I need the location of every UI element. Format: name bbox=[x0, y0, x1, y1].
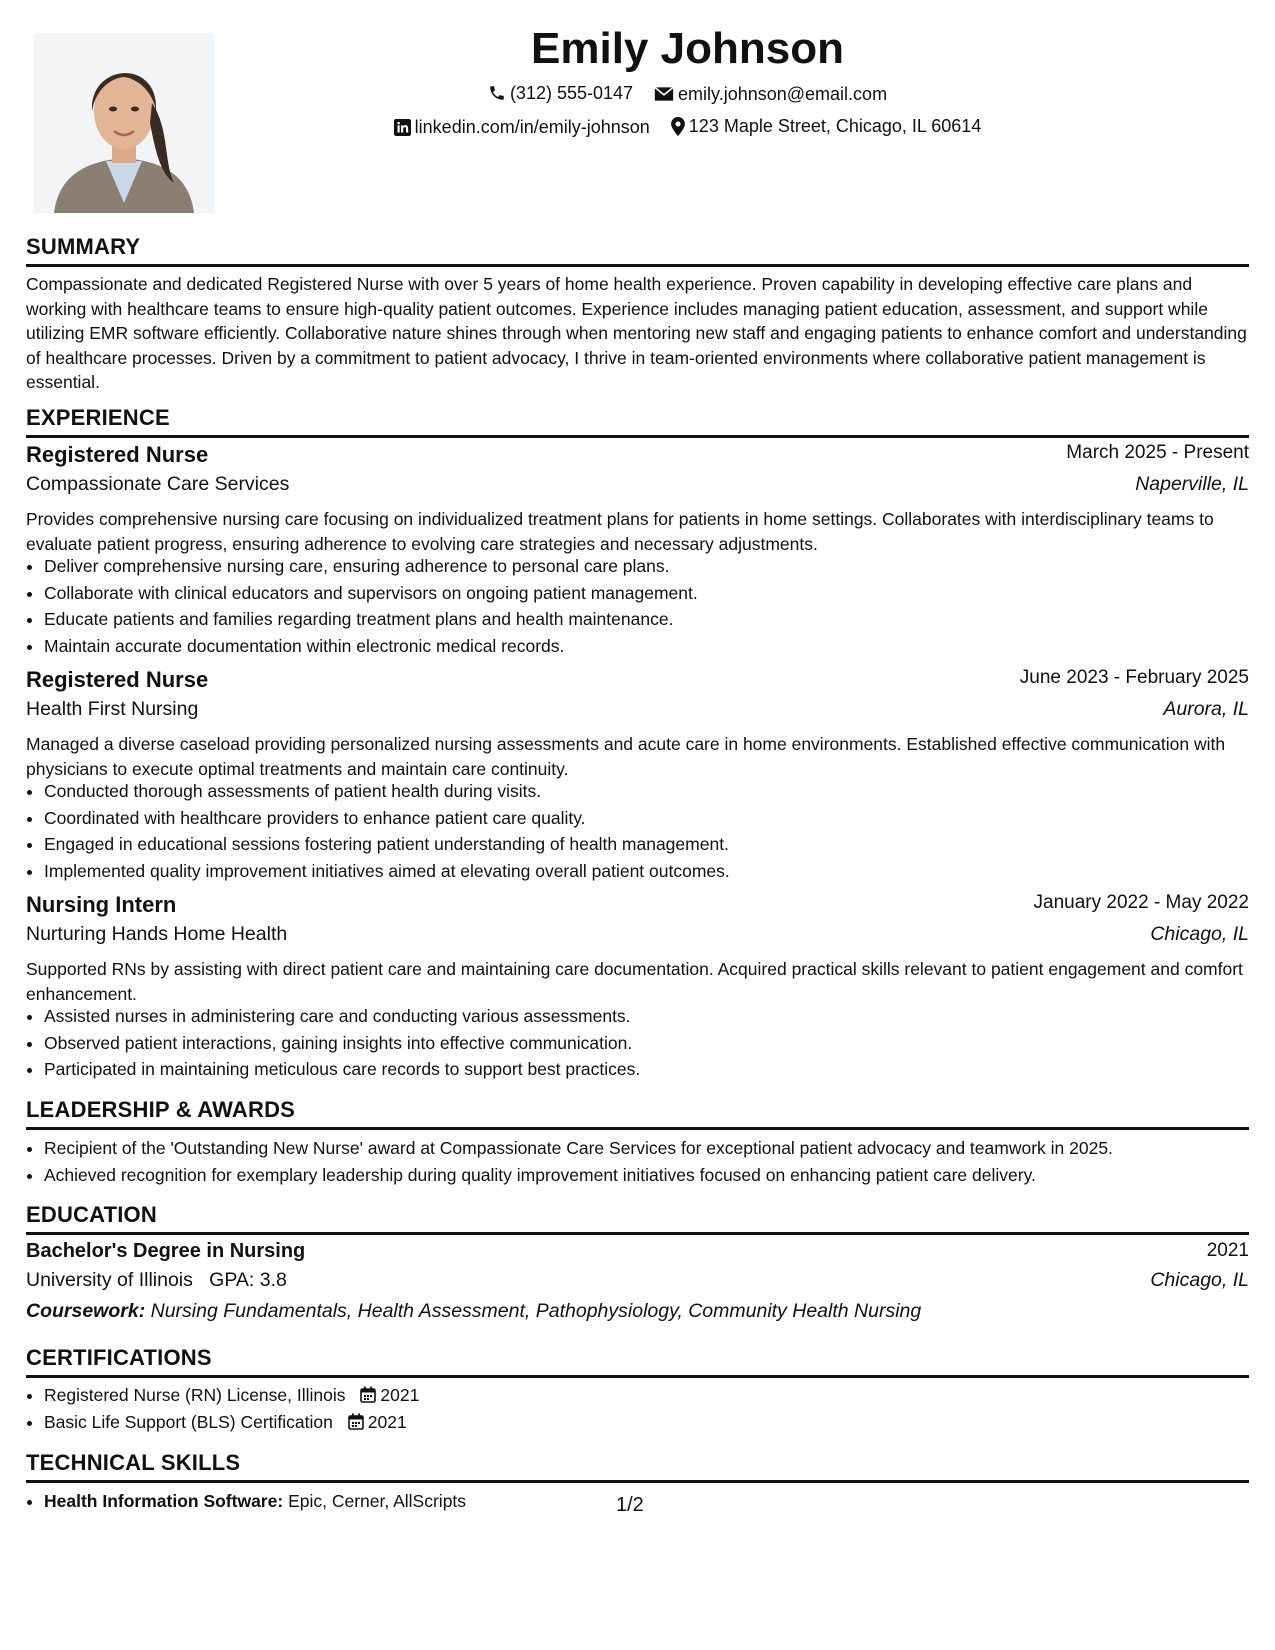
summary-heading: SUMMARY bbox=[26, 232, 1249, 267]
contact-line-2 bbox=[126, 111, 1249, 145]
email-contact[interactable] bbox=[654, 79, 887, 109]
resume-header bbox=[26, 20, 1249, 145]
list-item: • Participated in maintaining meticulous care records to support best practices. bbox=[44, 1056, 1249, 1083]
job-3-bullets bbox=[26, 1003, 1249, 1083]
list-item: • Educate patients and families regarding treatment plans and health maintenance. bbox=[44, 606, 1249, 633]
job-3-dates: January 2022 - May 2022 bbox=[1033, 892, 1249, 913]
list-item: • Conducted thorough assessments of patient health during visits. bbox=[44, 778, 1249, 805]
degree-title: Bachelor's Degree in Nursing bbox=[26, 1240, 306, 1262]
experience-heading: EXPERIENCE bbox=[26, 403, 1249, 438]
list-item: • Collaborate with clinical educators and supervisors on ongoing patient management. bbox=[44, 580, 1249, 607]
gpa: GPA: 3.8 bbox=[209, 1269, 287, 1291]
candidate-name: Emily Johnson bbox=[531, 24, 844, 73]
job-2-bullets bbox=[26, 778, 1249, 884]
job-2-description: Managed a diverse caseload providing personalized nursing assessments and acute care in home environments. Established effective communication with physicians to execute optimal treatments and maintain care continuity. bbox=[26, 734, 1226, 779]
coursework-label: Coursework: bbox=[26, 1300, 146, 1322]
job-2-title: Registered Nurse bbox=[26, 667, 209, 692]
job-3-description: Supported RNs by assisting with direct patient care and maintaining care documentation. Acquired practical skills relevant to patient engagement and comfort enhancement. bbox=[26, 959, 1243, 1004]
phone-icon bbox=[488, 84, 506, 102]
list-item bbox=[44, 1409, 1249, 1436]
skill-values: Epic, Cerner, AllScripts bbox=[288, 1491, 467, 1511]
job-1-header bbox=[26, 442, 1249, 468]
job-3-subheader bbox=[26, 923, 1249, 946]
leadership-bullets bbox=[26, 1135, 1249, 1188]
job-1-subheader bbox=[26, 473, 1249, 496]
job-1-description: Provides comprehensive nursing care focusing on individualized treatment plans for patients in home settings. Collaborates with interdisciplinary teams to evaluate patient progress, ensuring adherence to evolving care strategies and necessary adjustments. bbox=[26, 509, 1214, 554]
map-pin-icon bbox=[671, 117, 685, 136]
job-3-title: Nursing Intern bbox=[26, 892, 177, 917]
summary-text: Compassionate and dedicated Registered Nurse with over 5 years of home health experience. Proven capability in developing effective care plans and working with healthcare teams to ensure high-quality patient outcomes. Experience includes managing patient education, assessment, and support while utilizing EMR software efficiently. Collaborative nature shines through when mentoring new staff and engaging patients to enhance comfort and understanding of healthcare processes. Driven by a commitment to patient advocacy, I thrive in team-oriented environments where collaborative patient management is essential. bbox=[26, 274, 1247, 392]
resume-page bbox=[26, 0, 1249, 1650]
address-text: 123 Maple Street, Chicago, IL 60614 bbox=[688, 116, 982, 136]
list-item bbox=[44, 1488, 1249, 1515]
school-location: Chicago, IL bbox=[1150, 1269, 1249, 1291]
skill-category: Health Information Software: bbox=[44, 1491, 284, 1511]
job-1-location: Naperville, IL bbox=[1135, 473, 1249, 495]
education-header bbox=[26, 1240, 1249, 1263]
list-item: • Recipient of the 'Outstanding New Nurse' award at Compassionate Care Services for exceptional patient advocacy and teamwork in 2025. bbox=[44, 1135, 1249, 1162]
skills-heading: TECHNICAL SKILLS bbox=[26, 1448, 1249, 1483]
certification-year: 2021 bbox=[380, 1385, 420, 1405]
linkedin-link[interactable]: linkedin.com/in/emily-johnson bbox=[414, 117, 650, 137]
job-3-header bbox=[26, 892, 1249, 918]
phone-text: (312) 555-0147 bbox=[509, 83, 634, 103]
job-2-header bbox=[26, 667, 1249, 693]
job-2-location: Aurora, IL bbox=[1163, 698, 1249, 720]
school-name: University of Illinois bbox=[26, 1269, 193, 1291]
coursework-line bbox=[26, 1299, 1249, 1324]
job-2-dates: June 2023 - February 2025 bbox=[1019, 667, 1249, 688]
address-contact bbox=[671, 111, 982, 141]
job-3-company: Nurturing Hands Home Health bbox=[26, 923, 288, 945]
graduation-year: 2021 bbox=[1206, 1240, 1249, 1261]
linkedin-contact[interactable] bbox=[394, 112, 650, 142]
envelope-icon bbox=[654, 86, 674, 102]
calendar-icon bbox=[348, 1413, 364, 1430]
certification-name: Registered Nurse (RN) License, Illinois bbox=[44, 1385, 346, 1405]
school-line bbox=[26, 1269, 287, 1292]
education-heading: EDUCATION bbox=[26, 1200, 1249, 1235]
job-1-dates: March 2025 - Present bbox=[1066, 442, 1249, 463]
contact-line-1 bbox=[126, 78, 1249, 111]
email-link[interactable]: emily.johnson@email.com bbox=[678, 84, 888, 104]
list-item: • Achieved recognition for exemplary leadership during quality improvement initiatives focused on enhancing patient care delivery. bbox=[44, 1162, 1249, 1189]
certifications-heading: CERTIFICATIONS bbox=[26, 1343, 1249, 1378]
list-item: • Assisted nurses in administering care and conducting various assessments. bbox=[44, 1003, 1249, 1030]
job-2-subheader bbox=[26, 698, 1249, 721]
leadership-heading: LEADERSHIP & AWARDS bbox=[26, 1095, 1249, 1130]
calendar-icon bbox=[360, 1386, 376, 1403]
job-1-company: Compassionate Care Services bbox=[26, 473, 290, 495]
list-item: • Coordinated with healthcare providers to enhance patient care quality. bbox=[44, 805, 1249, 832]
phone-contact bbox=[488, 78, 633, 108]
certification-name: Basic Life Support (BLS) Certification bbox=[44, 1411, 333, 1432]
list-item: • Deliver comprehensive nursing care, ensuring adherence to personal care plans. bbox=[44, 553, 1249, 580]
list-item: • Maintain accurate documentation within electronic medical records. bbox=[44, 633, 1249, 660]
certification-year: 2021 bbox=[367, 1411, 407, 1432]
coursework-list: Nursing Fundamentals, Health Assessment, Pathophysiology, Community Health Nursing bbox=[150, 1300, 922, 1322]
job-3-location: Chicago, IL bbox=[1150, 923, 1249, 945]
list-item: • Implemented quality improvement initiatives aimed at elevating overall patient outcomes. bbox=[44, 858, 1249, 885]
list-item: • Engaged in educational sessions fostering patient understanding of health management. bbox=[44, 831, 1249, 858]
linkedin-icon bbox=[394, 119, 411, 136]
certifications-list bbox=[26, 1382, 1249, 1435]
job-1-bullets bbox=[26, 553, 1249, 659]
list-item bbox=[44, 1382, 1249, 1409]
education-subheader bbox=[26, 1269, 1249, 1292]
job-2-company: Health First Nursing bbox=[26, 698, 199, 720]
job-1-title: Registered Nurse bbox=[26, 442, 209, 467]
list-item: • Observed patient interactions, gaining insights into effective communication. bbox=[44, 1030, 1249, 1057]
page-number: 1/2 bbox=[616, 1494, 644, 1516]
